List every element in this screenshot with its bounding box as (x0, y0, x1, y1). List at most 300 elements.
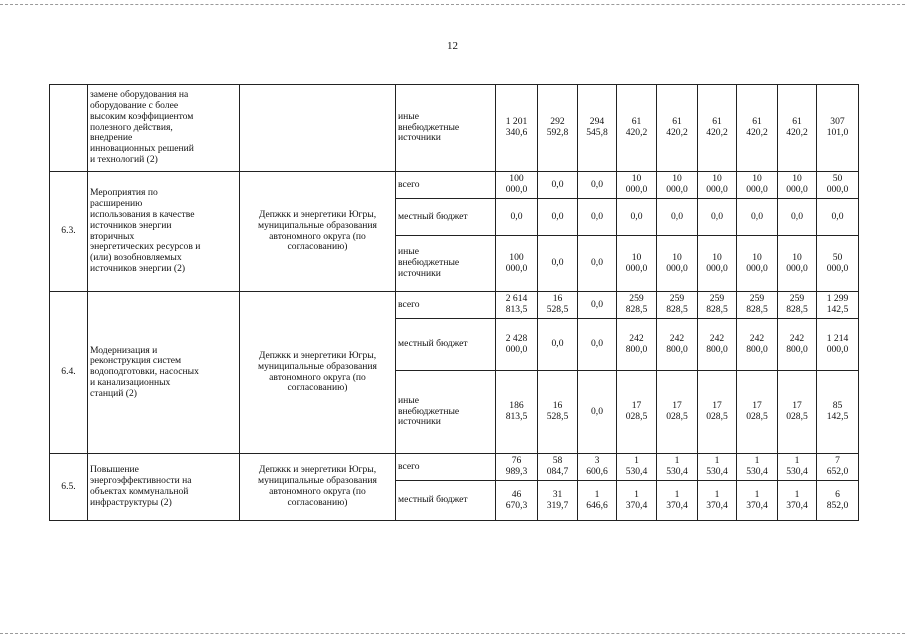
amount-line: 0,0 (711, 210, 723, 222)
amount-cell (617, 236, 657, 292)
amount-line: 600,6 (586, 466, 608, 477)
responsible-line: Депжкк и энергетики Югры, (258, 349, 377, 361)
amount-line: 420,2 (786, 127, 808, 138)
amount-cell (496, 481, 538, 521)
amount-line: 0,0 (591, 338, 603, 350)
amount-line: 307 (830, 116, 845, 128)
amount-line: 028,5 (746, 411, 768, 422)
responsible-line: Депжкк и энергетики Югры, (258, 464, 377, 476)
amount-line: 17 (792, 400, 802, 412)
table-row (50, 172, 859, 199)
description-line: реконструкция систем (90, 355, 182, 367)
amount-cell (578, 454, 617, 481)
amount-line: 0,0 (591, 405, 603, 417)
responsible-line: согласованию) (287, 382, 348, 394)
amount-line: 1 214 (826, 332, 849, 344)
funding-source-line: внебюджетные (398, 257, 460, 269)
amount-line: 142,5 (826, 304, 849, 315)
scan-edge-bottom (0, 633, 905, 634)
amount-cell (698, 236, 737, 292)
amount-line: 1 (754, 455, 760, 467)
funding-source-line: местный бюджет (398, 210, 468, 222)
funding-source-line: иные (398, 246, 419, 258)
amount-line: 10 (631, 251, 642, 263)
amount-line: 17 (712, 400, 722, 412)
amount-line: 10 (672, 251, 682, 263)
amount-cell (657, 371, 698, 454)
amount-cell (617, 454, 657, 481)
amount-cell (617, 85, 657, 172)
amount-cell (817, 85, 859, 172)
amount-line: 084,7 (546, 466, 569, 477)
table-row (50, 85, 859, 172)
amount-line: 1 (634, 488, 639, 500)
amount-line: 1 201 (505, 116, 528, 128)
description-line: полезного действия, (90, 121, 173, 133)
amount-line: 000,0 (666, 184, 688, 195)
description-line: и канализационных (90, 376, 171, 388)
funding-source-line: иные (398, 110, 419, 122)
amount-line: 0,0 (551, 210, 564, 222)
responsible-line: муниципальные образования (258, 360, 377, 372)
amount-line: 0,0 (591, 178, 603, 190)
description-line: энергетических ресурсов и (90, 241, 201, 253)
amount-line: 259 (789, 293, 805, 305)
funding-source (396, 292, 496, 319)
amount-line: 0,0 (671, 210, 683, 222)
amount-cell (617, 481, 657, 521)
responsible-line: муниципальные образования (258, 475, 377, 487)
amount-cell (698, 85, 737, 172)
amount-line: 101,0 (826, 127, 849, 138)
funding-source-line: всего (398, 298, 420, 310)
amount-line: 0,0 (591, 298, 603, 310)
responsible-executor (240, 454, 396, 521)
amount-line: 1 (754, 488, 760, 500)
amount-cell (538, 85, 578, 172)
amount-line: 3 (594, 455, 600, 467)
amount-line: 242 (629, 332, 644, 344)
amount-line: 10 (672, 173, 682, 185)
amount-line: 000,0 (826, 184, 849, 195)
amount-line: 10 (631, 173, 642, 185)
amount-line: 000,0 (746, 262, 768, 274)
amount-cell (817, 319, 859, 371)
funding-source-line: внебюджетные (398, 121, 460, 133)
amount-line: 800,0 (706, 343, 728, 355)
amount-line: 028,5 (666, 411, 688, 422)
amount-line: 85 (832, 400, 843, 412)
amount-line: 294 (589, 116, 605, 128)
amount-cell (496, 236, 538, 292)
amount-line: 0,0 (510, 210, 523, 222)
amount-line: 000,0 (505, 262, 528, 274)
amount-cell (657, 236, 698, 292)
amount-cell (657, 292, 698, 319)
amount-line: 528,5 (546, 304, 569, 315)
amount-cell (657, 85, 698, 172)
amount-cell (578, 292, 617, 319)
amount-line: 530,4 (625, 466, 648, 477)
amount-line: 370,4 (746, 499, 768, 511)
amount-cell (737, 292, 778, 319)
item-number: 6.4. (50, 292, 88, 454)
amount-cell (617, 199, 657, 236)
amount-cell (538, 481, 578, 521)
amount-line: 646,6 (586, 499, 608, 511)
amount-cell (578, 319, 617, 371)
amount-line: 670,3 (505, 499, 528, 511)
amount-line: 0,0 (831, 210, 844, 222)
amount-cell (496, 319, 538, 371)
amount-line: 10 (752, 173, 762, 185)
amount-cell (496, 85, 538, 172)
amount-cell (778, 319, 817, 371)
amount-line: 370,4 (706, 499, 728, 511)
amount-line: 61 (631, 116, 642, 128)
amount-line: 000,0 (505, 343, 528, 355)
amount-line: 259 (629, 293, 644, 305)
description-line: объектах коммунальной (90, 486, 189, 497)
amount-line: 16 (552, 400, 563, 412)
amount-cell (657, 199, 698, 236)
amount-cell (817, 199, 859, 236)
amount-cell (817, 236, 859, 292)
amount-line: 000,0 (666, 262, 688, 274)
amount-line: 186 (509, 400, 524, 412)
amount-line: 000,0 (706, 184, 728, 195)
amount-line: 420,2 (706, 127, 728, 138)
amount-line: 242 (669, 332, 685, 344)
amount-line: 259 (669, 293, 685, 305)
description-line: расширению (90, 198, 143, 210)
amount-line: 370,4 (666, 499, 688, 511)
budget-table (49, 84, 859, 521)
responsible-executor (240, 85, 396, 172)
amount-cell (538, 454, 578, 481)
amount-cell (778, 199, 817, 236)
amount-cell (538, 172, 578, 199)
amount-cell (778, 85, 817, 172)
description-line: энергоэффективности на (90, 475, 192, 487)
amount-cell (578, 199, 617, 236)
funding-source-line: источники (398, 267, 441, 279)
amount-line: 800,0 (625, 343, 648, 355)
amount-cell (538, 199, 578, 236)
amount-line: 420,2 (625, 127, 648, 138)
amount-cell (617, 371, 657, 454)
amount-line: 813,5 (505, 411, 528, 422)
amount-line: 17 (752, 400, 762, 412)
description-line: Мероприятия по (90, 187, 158, 199)
amount-cell (496, 172, 538, 199)
amount-line: 10 (792, 173, 802, 185)
amount-line: 61 (712, 116, 722, 128)
amount-line: 000,0 (786, 262, 808, 274)
amount-line: 0,0 (751, 210, 763, 222)
amount-cell (817, 371, 859, 454)
amount-line: 028,5 (706, 411, 728, 422)
amount-cell (496, 292, 538, 319)
funding-source-line: местный бюджет (398, 494, 468, 506)
amount-line: 46 (511, 488, 522, 500)
amount-cell (578, 172, 617, 199)
amount-line: 530,4 (706, 466, 728, 477)
amount-line: 828,5 (625, 304, 648, 315)
amount-cell (496, 454, 538, 481)
funding-source-line: всего (398, 460, 420, 472)
table-row (50, 292, 859, 319)
funding-source-line: источники (398, 132, 441, 144)
amount-line: 16 (552, 293, 563, 305)
amount-line: 1 (634, 455, 639, 467)
amount-line: 292 (550, 116, 565, 128)
amount-line: 1 (674, 488, 680, 500)
amount-cell (737, 481, 778, 521)
amount-line: 61 (672, 116, 682, 128)
amount-line: 0,0 (551, 257, 564, 269)
amount-cell (698, 319, 737, 371)
description-line: замене оборудования на (90, 89, 189, 101)
funding-source (396, 199, 496, 236)
description-line: станций (2) (90, 387, 137, 399)
amount-cell (778, 236, 817, 292)
amount-cell (817, 481, 859, 521)
amount-cell (538, 236, 578, 292)
amount-line: 828,5 (786, 304, 808, 315)
funding-source (396, 454, 496, 481)
amount-cell (698, 172, 737, 199)
description-line: (или) возобновляемых (90, 252, 182, 264)
amount-cell (617, 319, 657, 371)
funding-source (396, 481, 496, 521)
amount-line: 000,0 (746, 184, 768, 195)
amount-line: 0,0 (791, 210, 803, 222)
amount-line: 0,0 (591, 257, 603, 269)
amount-line: 17 (631, 400, 642, 412)
item-description (88, 454, 240, 521)
amount-cell (698, 454, 737, 481)
amount-cell (578, 236, 617, 292)
amount-line: 370,4 (625, 499, 648, 511)
amount-line: 1 (714, 455, 720, 467)
responsible-executor (240, 172, 396, 292)
amount-line: 259 (749, 293, 765, 305)
amount-line: 028,5 (625, 411, 648, 422)
description-line: внедрение (90, 132, 133, 144)
amount-line: 813,5 (505, 304, 528, 315)
amount-line: 76 (511, 455, 522, 467)
amount-line: 31 (552, 488, 563, 500)
amount-line: 528,5 (546, 411, 569, 422)
amount-line: 1 (794, 455, 800, 467)
amount-cell (538, 371, 578, 454)
amount-line: 2 428 (505, 332, 528, 344)
responsible-line: согласованию) (287, 241, 348, 253)
amount-cell (817, 172, 859, 199)
responsible-line: Депжкк и энергетики Югры, (258, 208, 377, 220)
amount-line: 1 (674, 455, 680, 467)
amount-line: 800,0 (746, 343, 768, 355)
responsible-line: автономного округа (по (269, 486, 366, 497)
item-description (88, 292, 240, 454)
amount-line: 10 (792, 251, 802, 263)
responsible-line: автономного округа (по (269, 230, 366, 242)
responsible-line: автономного округа (по (269, 371, 366, 383)
amount-line: 000,0 (826, 262, 849, 274)
amount-line: 800,0 (666, 343, 688, 355)
amount-line: 592,8 (546, 127, 569, 138)
amount-cell (578, 85, 617, 172)
funding-source-line: источники (398, 416, 441, 428)
amount-line: 420,2 (746, 127, 768, 138)
amount-line: 989,3 (505, 466, 528, 477)
amount-cell (817, 454, 859, 481)
amount-line: 1 (794, 488, 800, 500)
amount-line: 828,5 (746, 304, 768, 315)
item-number: 6.3. (50, 172, 88, 292)
funding-source-line: иные (398, 394, 419, 406)
scan-edge-top (0, 4, 905, 5)
description-line: источников энергии (2) (90, 262, 186, 274)
funding-source (396, 236, 496, 292)
amount-line: 828,5 (706, 304, 728, 315)
amount-line: 000,0 (826, 343, 849, 355)
amount-line: 319,7 (546, 499, 569, 511)
item-number: 6.5. (50, 454, 88, 521)
amount-cell (657, 454, 698, 481)
amount-cell (617, 172, 657, 199)
funding-source (396, 172, 496, 199)
funding-source-line: внебюджетные (398, 405, 460, 417)
amount-cell (698, 371, 737, 454)
amount-cell (737, 199, 778, 236)
description-line: инфраструктуры (2) (90, 496, 172, 508)
amount-line: 1 (714, 488, 720, 500)
amount-line: 61 (792, 116, 802, 128)
amount-cell (778, 454, 817, 481)
amount-cell (698, 199, 737, 236)
amount-cell (617, 292, 657, 319)
amount-line: 10 (712, 251, 722, 263)
amount-cell (778, 292, 817, 319)
amount-line: 10 (712, 173, 722, 185)
amount-line: 828,5 (666, 304, 688, 315)
amount-line: 0,0 (591, 210, 603, 222)
amount-cell (698, 481, 737, 521)
amount-line: 000,0 (505, 184, 528, 195)
amount-line: 142,5 (826, 411, 849, 422)
amount-line: 340,6 (505, 127, 528, 138)
responsible-executor (240, 292, 396, 454)
description-line: оборудование с более (90, 100, 179, 111)
amount-line: 000,0 (786, 184, 808, 195)
amount-line: 0,0 (551, 338, 564, 350)
amount-cell (538, 292, 578, 319)
amount-cell (737, 85, 778, 172)
amount-line: 10 (752, 251, 762, 263)
amount-cell (737, 236, 778, 292)
description-line: Повышение (90, 464, 139, 476)
amount-line: 242 (749, 332, 765, 344)
amount-cell (496, 371, 538, 454)
amount-line: 545,8 (586, 127, 608, 138)
amount-line: 530,4 (746, 466, 768, 477)
amount-line: 7 (835, 455, 840, 467)
amount-cell (737, 319, 778, 371)
amount-line: 0,0 (551, 178, 564, 190)
amount-line: 50 (832, 173, 843, 185)
item-description (88, 172, 240, 292)
amount-line: 2 614 (505, 293, 528, 305)
amount-line: 652,0 (826, 466, 849, 477)
amount-line: 530,4 (666, 466, 688, 477)
amount-cell (737, 172, 778, 199)
amount-line: 800,0 (786, 343, 808, 355)
amount-line: 370,4 (786, 499, 808, 511)
amount-line: 61 (752, 116, 762, 128)
amount-cell (778, 481, 817, 521)
amount-line: 242 (789, 332, 805, 344)
amount-line: 58 (552, 455, 563, 467)
amount-cell (578, 371, 617, 454)
description-line: водоподготовки, насосных (90, 366, 199, 378)
amount-line: 000,0 (706, 262, 728, 274)
amount-cell (817, 292, 859, 319)
description-line: источников энергии (90, 219, 172, 231)
amount-line: 530,4 (786, 466, 808, 477)
funding-source (396, 371, 496, 454)
description-line: вторичных (90, 230, 135, 242)
amount-cell (737, 371, 778, 454)
amount-line: 100 (509, 251, 524, 263)
amount-line: 420,2 (666, 127, 688, 138)
amount-cell (657, 481, 698, 521)
responsible-line: согласованию) (287, 496, 348, 508)
page-number: 12 (447, 40, 458, 52)
amount-line: 6 (835, 488, 840, 500)
amount-cell (737, 454, 778, 481)
amount-cell (698, 292, 737, 319)
amount-cell (578, 481, 617, 521)
item-number (50, 85, 88, 172)
amount-line: 000,0 (625, 262, 648, 274)
description-line: высоким коэффициентом (90, 110, 194, 122)
funding-source (396, 319, 496, 371)
description-line: использования в качестве (90, 208, 195, 220)
description-line: и технологий (2) (90, 153, 158, 165)
amount-line: 000,0 (625, 184, 648, 195)
description-line: Модернизация и (90, 344, 158, 356)
amount-line: 028,5 (786, 411, 808, 422)
funding-source-line: всего (398, 178, 420, 190)
amount-line: 242 (709, 332, 725, 344)
item-description (88, 85, 240, 172)
amount-line: 50 (832, 251, 843, 263)
amount-line: 0,0 (630, 210, 643, 222)
funding-source-line: местный бюджет (398, 338, 468, 350)
description-line: инновационных решений (90, 143, 194, 155)
amount-line: 1 299 (826, 293, 849, 305)
amount-line: 100 (509, 173, 524, 185)
table-row (50, 454, 859, 481)
responsible-line: муниципальные образования (258, 219, 377, 231)
amount-line: 1 (594, 488, 600, 500)
amount-cell (657, 172, 698, 199)
amount-cell (538, 319, 578, 371)
amount-line: 259 (709, 293, 725, 305)
funding-source (396, 85, 496, 172)
